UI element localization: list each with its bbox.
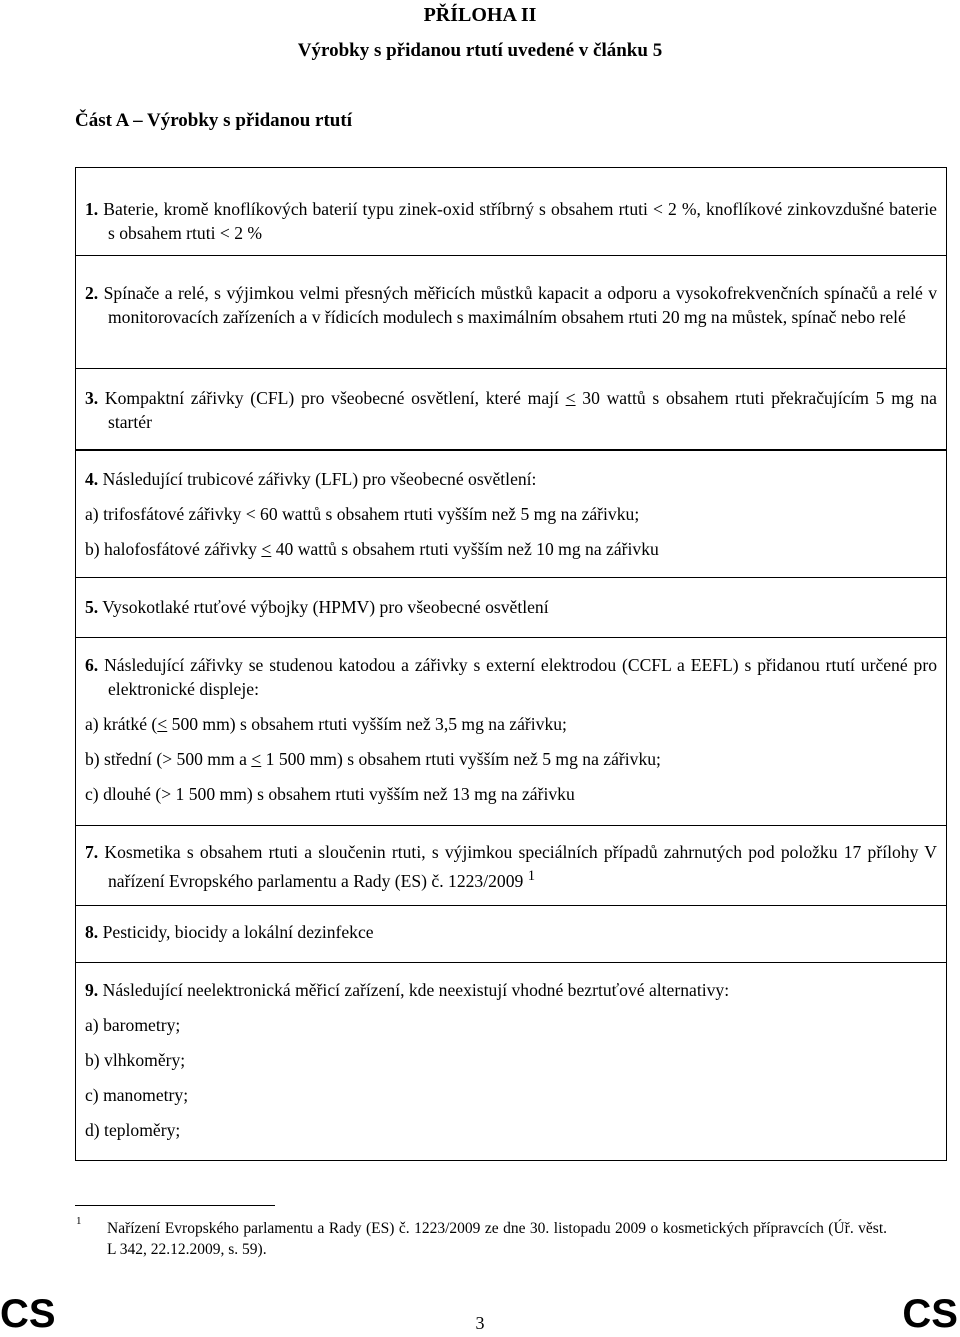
annex-title: PŘÍLOHA II <box>423 4 537 26</box>
item-6-b-leq-symbol: < <box>251 749 262 769</box>
item-9-sub-a: a) barometry; <box>85 1015 181 1035</box>
item-9-sub-c: c) manometry; <box>85 1085 189 1105</box>
footnote-divider <box>75 1205 275 1206</box>
list-item-8 <box>76 906 946 963</box>
item-6-number: 6. <box>85 655 99 675</box>
language-code-left: CS <box>0 1292 56 1336</box>
language-code-right: CS <box>902 1292 958 1336</box>
list-item-9 <box>76 963 946 1161</box>
item-9-sub-d: d) teploměry; <box>85 1120 181 1140</box>
page-number: 3 <box>475 1313 485 1333</box>
item-4-sub-a: a) trifosfátové zářivky < 60 wattů s obsahem rtuti vyšším než 5 mg na zářivku; <box>85 504 640 524</box>
item-7-text: Kosmetika s obsahem rtuti a sloučenin rtuti, s výjimkou speciálních případů zahrnutých pod položku 17 přílohy V nařízení Evropského parlamentu a Rady (ES) č. 1223/2009 <box>104 842 937 891</box>
item-9-text: Následující neelektronická měřicí zařízení, kde neexistují vhodné bezrtuťové alternativy: <box>102 980 730 1000</box>
item-6-sub-a-post: 500 mm) s obsahem rtuti vyšším než 3,5 mg na zářivku; <box>171 714 567 734</box>
footnote-ref: 1 <box>527 868 536 884</box>
item-4-leq-symbol: < <box>261 539 272 559</box>
annex-subtitle: Výrobky s přidanou rtutí uvedené v článku 5 <box>297 40 663 61</box>
item-9-sub-b: b) vlhkoměry; <box>85 1050 186 1070</box>
list-item-5 <box>76 578 946 638</box>
item-5-number: 5. <box>85 597 99 617</box>
item-6-sub-b-post: 1 500 mm) s obsahem rtuti vyšším než 5 mg na zářivku; <box>265 749 661 769</box>
list-item-3 <box>76 369 946 450</box>
item-2-number: 2. <box>85 283 99 303</box>
list-item-7 <box>76 826 946 906</box>
item-8-number: 8. <box>85 922 99 942</box>
item-6-sub-b-pre: b) střední (> 500 mm a <box>85 749 247 769</box>
item-4-sub-b-pre: b) halofosfátové zářivky <box>85 539 257 559</box>
items-table-bottom <box>75 450 947 1161</box>
item-4-sub-b <box>85 537 937 561</box>
item-3-leq-symbol: < <box>565 388 576 408</box>
item-6-sub-a-pre: a) krátké ( <box>85 714 158 734</box>
item-7-number: 7. <box>85 842 99 862</box>
item-4-text: Následující trubicové zářivky (LFL) pro všeobecné osvětlení: <box>102 469 537 489</box>
item-6-text: Následující zářivky se studenou katodou a zářivky s externí elektrodou (CCFL a EEFL) s přidanou rtutí určené pro elektronické displeje: <box>104 655 937 699</box>
item-2-text: Spínače a relé, s výjimkou velmi přesných měřicích můstků kapacit a odporu a vysokofrekvenčních spínačů a relé v monitorovacích zařízeních a v řídicích modulech s maximálním obsahem rtuti 20 mg na můstek, spínač nebo relé <box>103 283 937 327</box>
item-6-sub-a <box>85 712 937 736</box>
list-item-6 <box>76 638 946 826</box>
list-item-2 <box>76 256 946 369</box>
item-6-sub-c: c) dlouhé (> 1 500 mm) s obsahem rtuti vyšším než 13 mg na zářivku <box>85 784 575 804</box>
item-1-text: Baterie, kromě knoflíkových baterií typu zinek-oxid stříbrný s obsahem rtuti < 2 %, knoflíkové zinkovzdušné baterie s obsahem rtuti < 2 % <box>103 199 937 243</box>
item-9-number: 9. <box>85 980 99 1000</box>
footnote-text: Nařízení Evropského parlamentu a Rady (ES) č. 1223/2009 ze dne 30. listopadu 2009 o kosmetických přípravcích (Úř. věst. L 342, 22.12.2009, s. 59). <box>107 1220 887 1258</box>
item-5-text: Vysokotlaké rtuťové výbojky (HPMV) pro všeobecné osvětlení <box>102 597 549 617</box>
list-item-4 <box>76 451 946 578</box>
item-4-number: 4. <box>85 469 99 489</box>
item-3-text-post: 30 wattů s obsahem rtuti překračujícím 5 mg na startér <box>108 388 937 432</box>
item-6-a-leq-symbol: < <box>157 714 168 734</box>
list-item-1 <box>76 168 946 256</box>
item-1-number: 1. <box>85 199 99 219</box>
item-6-sub-b <box>85 747 937 771</box>
item-8-text: Pesticidy, biocidy a lokální dezinfekce <box>102 922 374 942</box>
item-3-text-pre: Kompaktní zářivky (CFL) pro všeobecné osvětlení, které mají <box>104 388 559 408</box>
footnote-number: 1 <box>76 1215 82 1227</box>
item-3-number: 3. <box>85 388 99 408</box>
items-table-top <box>75 167 947 450</box>
part-title: Část A – Výrobky s přidanou rtutí <box>75 110 352 131</box>
item-4-sub-b-post: 40 wattů s obsahem rtuti vyšším než 10 mg na zářivku <box>275 539 659 559</box>
